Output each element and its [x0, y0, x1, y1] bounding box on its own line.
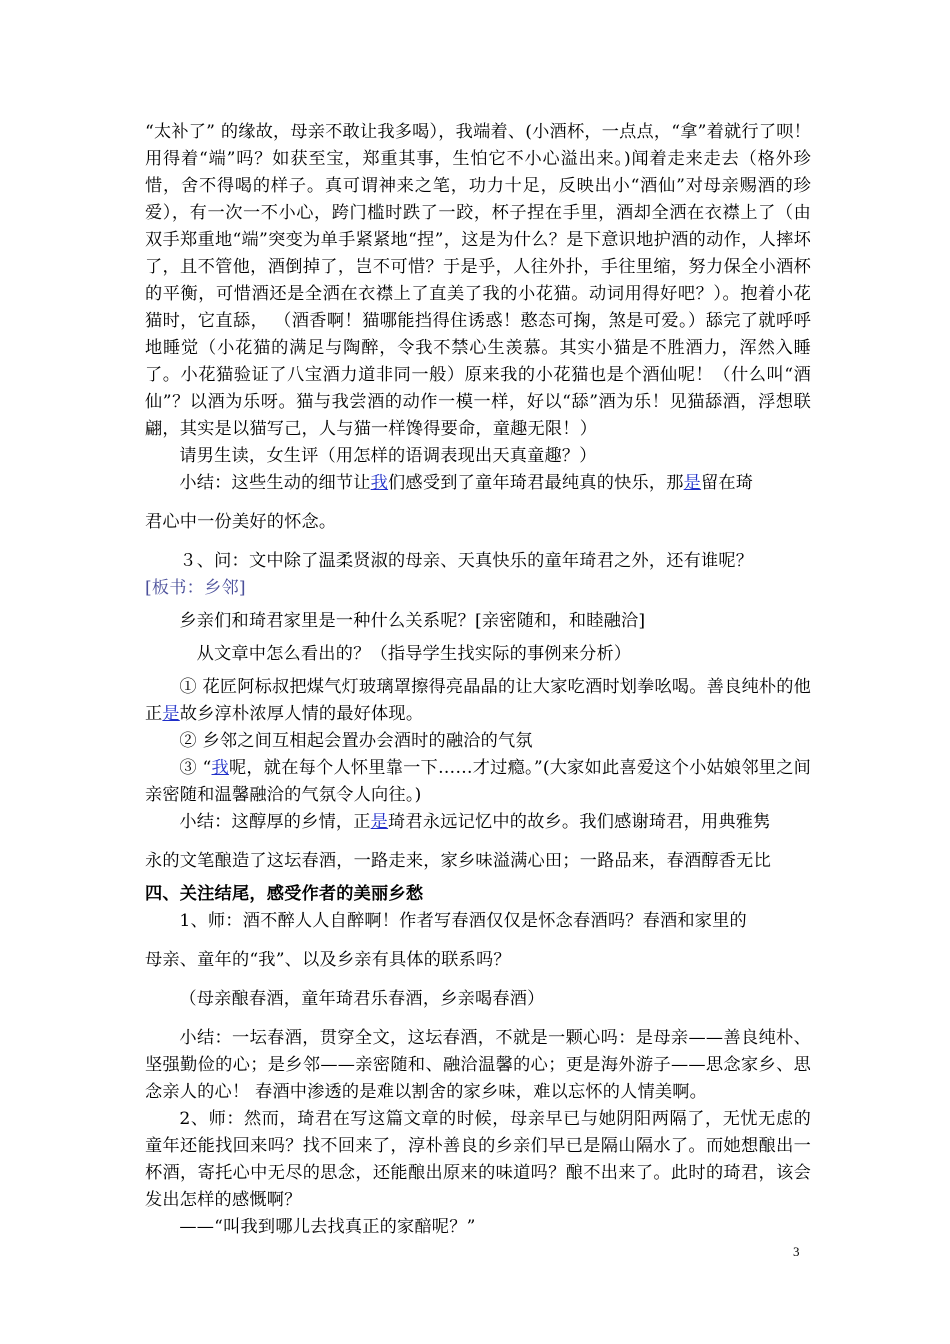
- answer-1: （母亲酿春酒，童年琦君乐春酒，乡亲喝春酒）: [179, 989, 545, 1009]
- inline-link-wo-2[interactable]: 我: [211, 758, 229, 778]
- evidence-question: 从文章中怎么看出的？（指导学生找实际的事例来分析）: [196, 644, 632, 664]
- point-3: ③ “我呢，就在每个人怀里靠一下……才过瘾。”(大家如此喜爱这个小姑娘邻里之间亲密随和温馨融洽的气氛令人向往。): [145, 758, 811, 805]
- page-number: 3: [793, 1244, 800, 1259]
- inline-link-shi[interactable]: 是: [683, 473, 702, 493]
- summary-1-continued: 君心中一份美好的怀念。: [145, 512, 337, 532]
- point-1: ① 花匠阿标叔把煤气灯玻璃罩擦得亮晶晶的让大家吃酒时划拳吆喝。善良纯朴的他正是故乡淳朴浓厚人情的最好体现。: [145, 677, 812, 724]
- reading-instruction: 请男生读，女生评（用怎样的语调表现出天真童趣？）: [179, 446, 597, 466]
- teacher-question-1: 1、师：酒不醉人人自醉啊！作者写春酒仅仅是怀念春酒吗？春酒和家里的: [179, 911, 747, 931]
- paragraph-wine-detail: “太补了” 的缘故，母亲不敢让我多喝），我端着、(小酒杯，一点点，“拿”着就行了呗！用得着“端”吗？如获至宝，郑重其事，生怕它不小心溢出来。)闻着走来走去（格外珍惜，舍不得喝的样子。真可谓神来之笔，功力十足，反映出小“酒仙”对母亲赐酒的珍爱），有一次一不小心，跨门槛时跌了一跤，杯子捏在手里，酒却全洒在衣襟上了（由双手郑重地“端”突变为单手紧紧地“捏”，这是为什么？是下意识地护酒的动作，人摔坏了，且不管他，酒倒掉了，岂不可惜？于是乎，人往外扑，手往里缩，努力保全小酒杯的平衡，可惜酒还是全洒在衣襟上了直美了我的小花猫。动词用得好吧？）。抱着小花猫时，它直舔， （酒香啊！猫哪能挡得住诱惑！憨态可掬，煞是可爱。）舔完了就呼呼地睡觉（小花猫的满足与陶醉，令我不禁心生羡慕。其实小猫是不胜酒力，浑然入睡了。小花猫验证了八宝酒力道非同一般）原来我的小花猫也是个酒仙呢！（什么叫“酒仙”？以酒为乐呀。猫与我尝酒的动作一模一样，好以“舔”酒为乐！见猫舔酒，浮想联翩，其实是以猫写己，人与猫一样馋得要命，童趣无限！）: [145, 122, 811, 439]
- summary-1: 小结：这些生动的细节让我们感受到了童年琦君最纯真的快乐，那是留在琦: [179, 473, 754, 493]
- question-3: ３、问：文中除了温柔贤淑的母亲、天真快乐的童年琦君之外，还有谁呢？: [179, 551, 754, 571]
- teacher-question-1-continued: 母亲、童年的“我”、以及乡亲有具体的联系吗？: [145, 950, 511, 970]
- teacher-question-2: 2、师：然而，琦君在写这篇文章的时候，母亲早已与她阴阳两隔了，无忧无虑的童年还能找回来吗？找不回来了，淳朴善良的乡亲们早已是隔山隔水了。而她想酿出一杯酒，寄托心中无尽的思念，还能酿出原来的味道吗？酿不出来了。此时的琦君，该会发出怎样的感慨啊？: [145, 1109, 811, 1210]
- inline-link-shi-2[interactable]: 是: [162, 704, 180, 724]
- closing-quote: ——“叫我到哪儿去找真正的家醅呢？”: [179, 1217, 476, 1237]
- section-heading: 四、关注结尾，感受作者的美丽乡愁: [145, 884, 424, 904]
- relation-question: 乡亲们和琦君家里是一种什么关系呢？[亲密随和，和睦融洽]: [179, 611, 646, 631]
- inline-link-wo[interactable]: 我: [370, 473, 389, 493]
- point-2: ② 乡邻之间互相起会置办会酒时的融洽的气氛: [179, 731, 533, 751]
- summary-2: 小结：这醇厚的乡情，正是琦君永远记忆中的故乡。我们感谢琦君，用典雅隽: [179, 812, 771, 832]
- summary-3: 小结：一坛春酒，贯穿全文，这坛春酒，不就是一颗心吗：是母亲——善良纯朴、坚强勤俭的心；是乡邻——亲密随和、融洽温馨的心；更是海外游子——思念家乡、思念亲人的心！ 春酒中渗透的是难以割舍的家乡味，难以忘怀的人情美啊。: [145, 1028, 811, 1102]
- page-body: [145, 119, 811, 1241]
- summary-2-continued: 永的文笔酿造了这坛春酒，一路走来，家乡味溢满心田；一路品来，春酒醇香无比: [145, 851, 771, 871]
- board-note: [板书：乡邻]: [145, 578, 246, 598]
- inline-link-shi-3[interactable]: 是: [370, 812, 389, 832]
